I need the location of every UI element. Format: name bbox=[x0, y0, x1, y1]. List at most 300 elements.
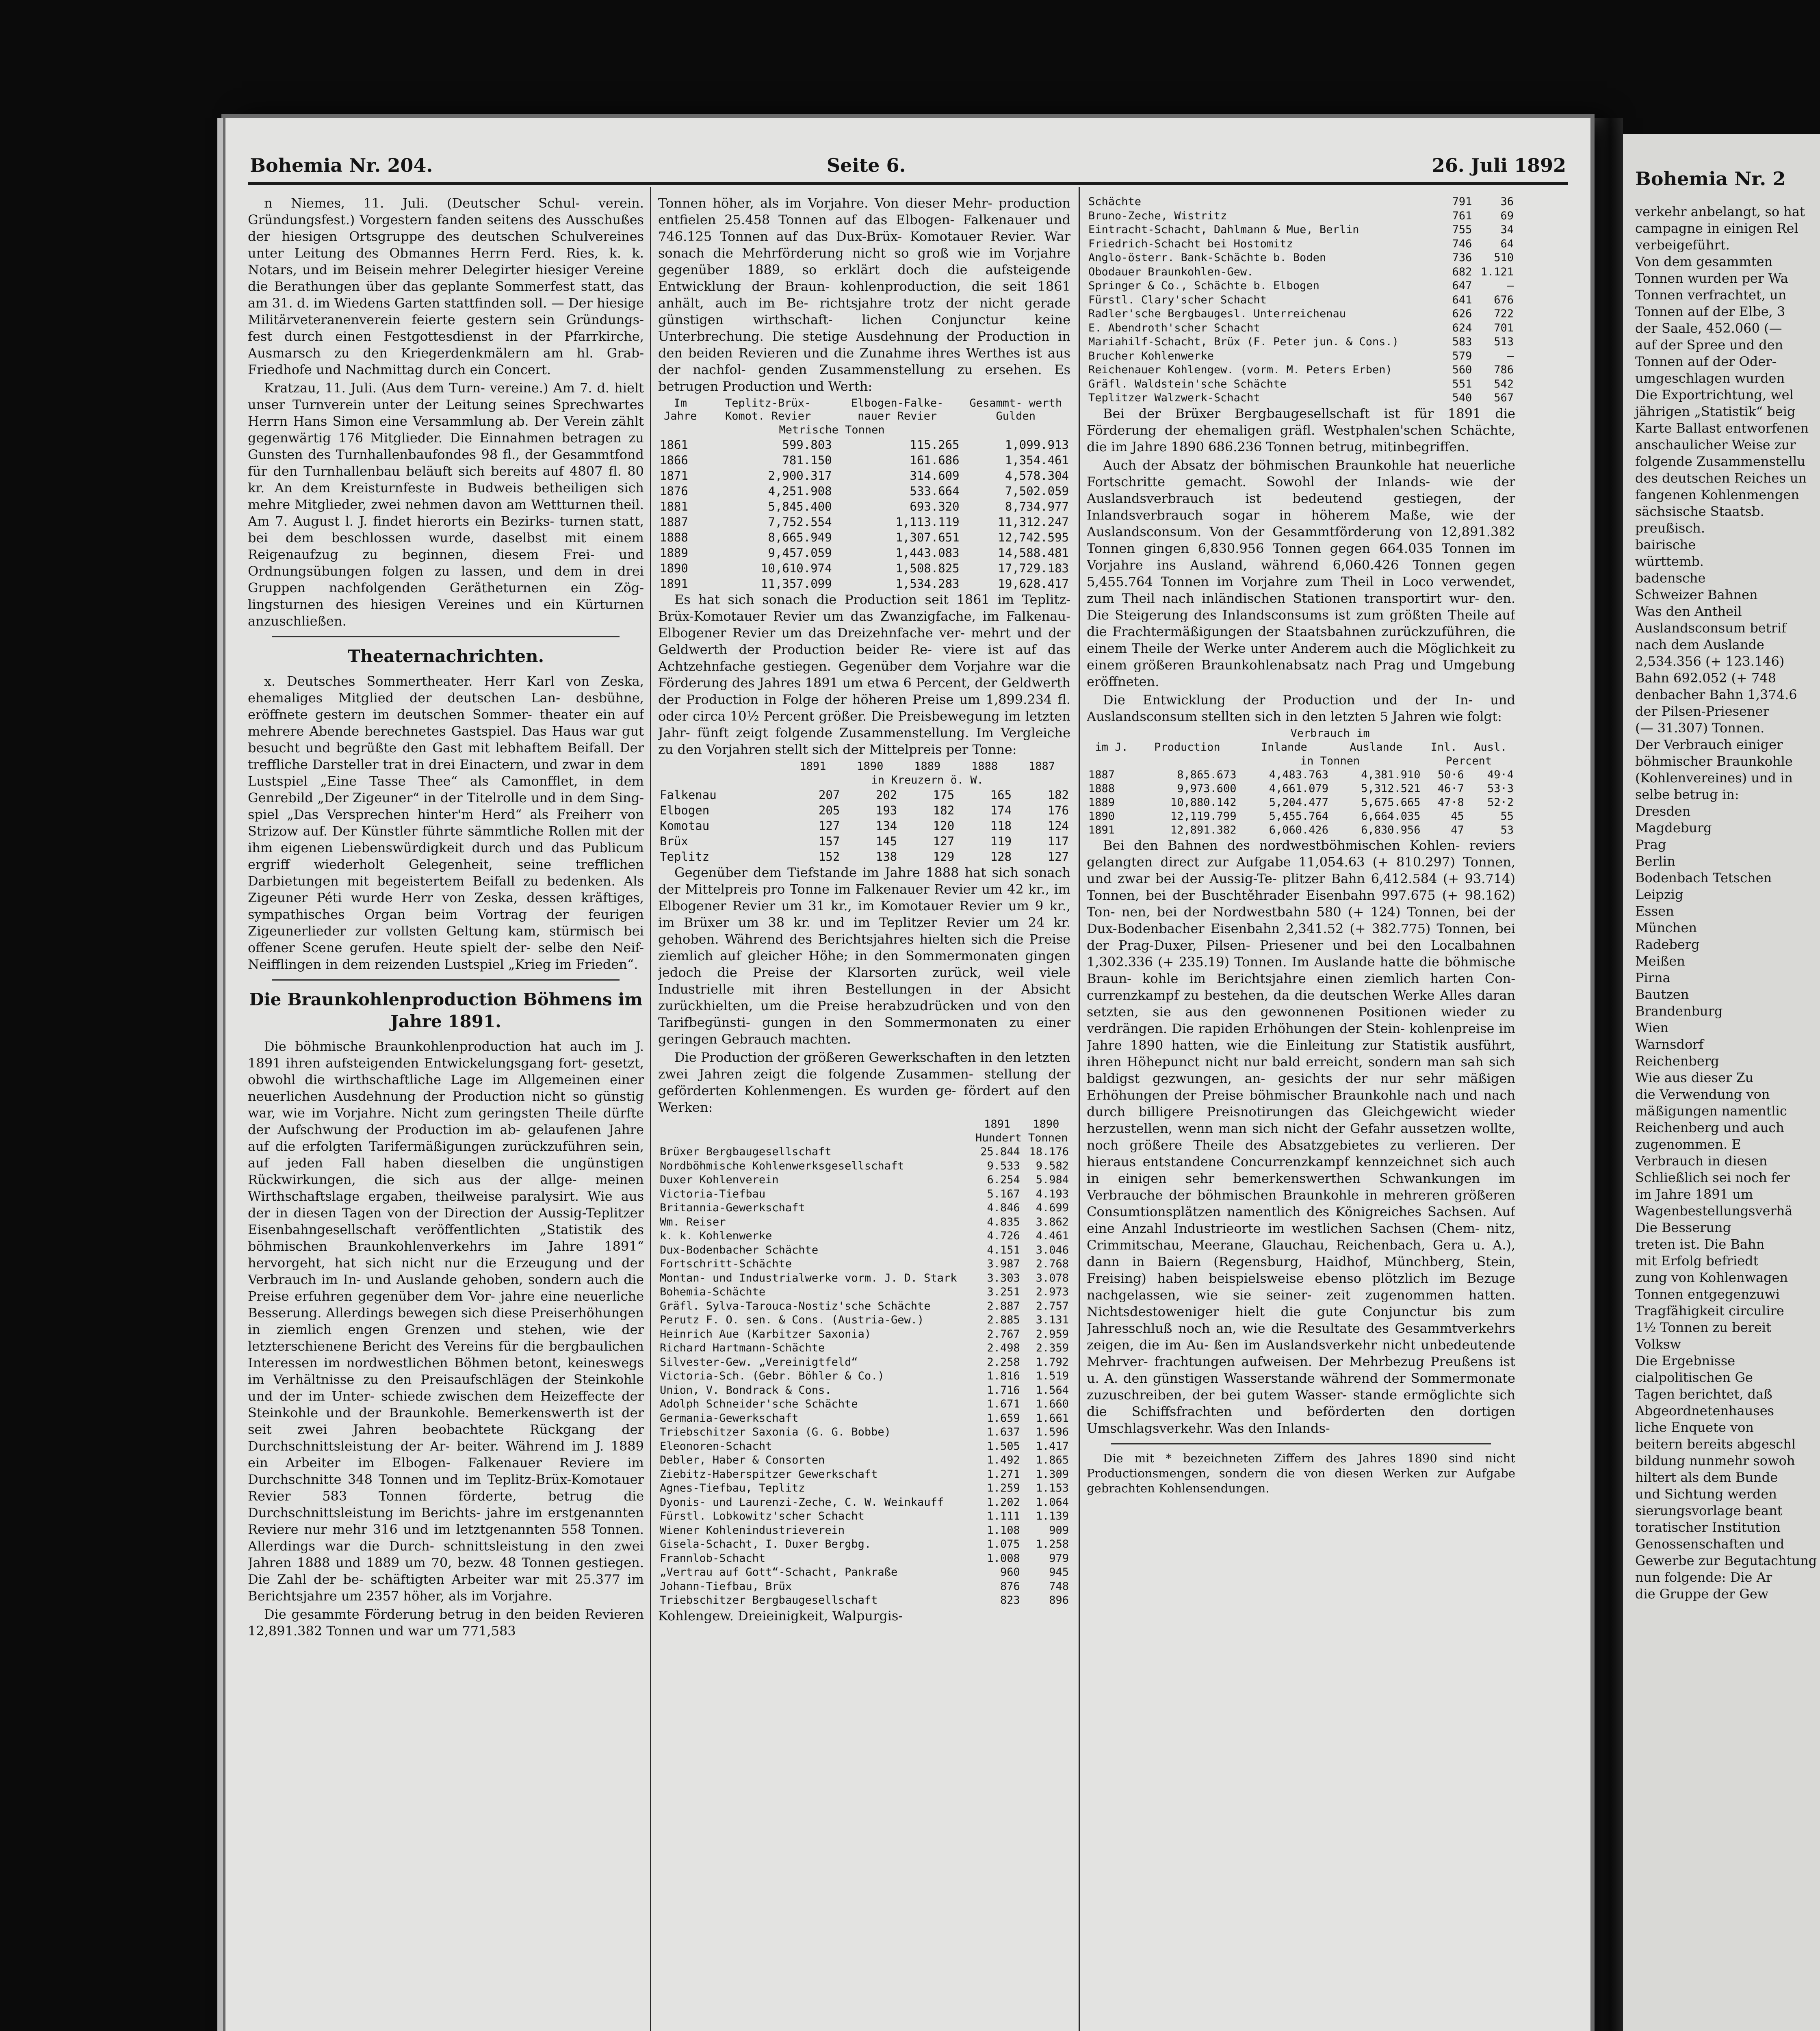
table-cell: 115.265 bbox=[910, 438, 960, 452]
table-row bbox=[1087, 363, 1515, 377]
section-heading-braunkohle: Die Braunkohlenproduction Böhmens im Jahre 1891. bbox=[249, 990, 643, 1031]
price-table bbox=[658, 760, 1070, 864]
section-heading-theater: Theaternachrichten. bbox=[347, 646, 544, 666]
table-cell-label: Ziebitz-Haberspitzer Gewerkschaft bbox=[660, 1468, 878, 1481]
table-cell: 4,483.763 bbox=[1269, 768, 1329, 781]
table-row bbox=[1087, 279, 1515, 293]
table-cell: 1.716 bbox=[987, 1384, 1020, 1397]
table-cell: 823 bbox=[1000, 1594, 1020, 1607]
table-header bbox=[658, 1117, 973, 1131]
table-cell: 693.320 bbox=[910, 500, 960, 513]
text-line: württemb. bbox=[1635, 554, 1704, 569]
table-cell: 542 bbox=[1494, 377, 1514, 390]
table-cell-label: Brucher Kohlenwerke bbox=[1088, 349, 1214, 362]
table-row bbox=[658, 1397, 1070, 1412]
table-cell: 182 bbox=[933, 803, 955, 817]
table-cell: 736 bbox=[1452, 251, 1472, 264]
table-cell: 118 bbox=[990, 819, 1012, 833]
text-line: sierungsvorlage beant bbox=[1635, 1503, 1783, 1518]
table-row bbox=[658, 499, 1070, 514]
table-cell-label: Eleonoren-Schacht bbox=[660, 1440, 772, 1453]
table-row bbox=[658, 514, 1070, 530]
table-cell: 746 bbox=[1452, 237, 1472, 250]
table-cell: 46·7 bbox=[1437, 782, 1464, 795]
table-cell: 2.767 bbox=[987, 1327, 1020, 1340]
table-row bbox=[658, 545, 1070, 561]
text-line: die Gruppe der Gew bbox=[1635, 1586, 1769, 1602]
text-line: Von dem gesammten bbox=[1635, 254, 1773, 269]
table-cell: 1.271 bbox=[987, 1468, 1020, 1481]
text-line: cialpolitischen Ge bbox=[1635, 1370, 1753, 1385]
table-cell: 5.167 bbox=[987, 1187, 1020, 1200]
text-line: zung von Kohlenwagen bbox=[1635, 1270, 1788, 1285]
text-line: toratischer Institution bbox=[1635, 1520, 1781, 1535]
table-cell: 4.151 bbox=[987, 1243, 1020, 1256]
table-cell: 4.461 bbox=[1036, 1230, 1069, 1242]
table-row bbox=[1087, 265, 1515, 279]
table-cell: 540 bbox=[1452, 392, 1472, 404]
table-cell: 4,578.304 bbox=[1005, 469, 1069, 483]
table-cell-label: Triebschitzer Saxonia (G. G. Bobbe) bbox=[660, 1426, 891, 1438]
text-line: bildung nunmehr sowoh bbox=[1635, 1453, 1795, 1468]
table-cell: 1.111 bbox=[987, 1510, 1020, 1522]
article-paragraph: Die gesammte Förderung betrug in den beiden Revieren 12,891.382 Tonnen und war um 771,583 bbox=[248, 1607, 644, 1639]
table-cell: 1.671 bbox=[987, 1398, 1020, 1410]
header-center: Seite 6. bbox=[827, 154, 906, 176]
table-cell: 647 bbox=[1452, 279, 1472, 292]
table-cell: 5,312.521 bbox=[1361, 782, 1421, 795]
text-line: verkehr anbelangt, so hat bbox=[1635, 204, 1805, 219]
text-line: zugenommen. E bbox=[1635, 1137, 1741, 1152]
table-header bbox=[658, 760, 784, 773]
table-cell: 1.637 bbox=[987, 1426, 1020, 1438]
table-cell: 17,729.183 bbox=[998, 561, 1069, 575]
text-line: Tonnen entgegenzuwi bbox=[1635, 1286, 1780, 1302]
table-cell: 1.816 bbox=[987, 1370, 1020, 1382]
text-line: badensche bbox=[1635, 570, 1706, 586]
table-cell: 3.303 bbox=[987, 1271, 1020, 1284]
table-cell: 12,891.382 bbox=[1170, 823, 1237, 836]
table-cell: 510 bbox=[1494, 251, 1514, 264]
table-row bbox=[658, 1173, 1070, 1187]
text-line: Tonnen auf der Elbe, 3 bbox=[1635, 304, 1785, 319]
table-cell: 1.660 bbox=[1036, 1398, 1069, 1410]
table-cell: 4.726 bbox=[987, 1230, 1020, 1242]
footnote: Die mit * bezeichneten Ziffern des Jahres 1890 sind nicht Productionsmengen, sondern die von diesen Werken zur Aufgabe gebrachten Kohlensendungen. bbox=[1087, 1451, 1515, 1495]
table-cell: 1876 bbox=[660, 484, 688, 498]
text-line: Prag bbox=[1635, 837, 1666, 852]
table-row bbox=[658, 1565, 1070, 1580]
header-rule bbox=[248, 182, 1568, 185]
text-line: hiltert als dem Bunde bbox=[1635, 1470, 1778, 1485]
table-cell: 960 bbox=[1000, 1566, 1020, 1578]
table-cell: 533.664 bbox=[910, 484, 960, 498]
text-line: Radeberg bbox=[1635, 937, 1700, 952]
table-cell: 1.139 bbox=[1036, 1510, 1069, 1522]
table-cell: 979 bbox=[1049, 1552, 1069, 1565]
table-subheader: Metrische Tonnen bbox=[779, 424, 885, 436]
table-cell-label: Adolph Schneider'sche Schächte bbox=[660, 1398, 858, 1410]
table-cell: 626 bbox=[1452, 307, 1472, 320]
text-line: Der Verbrauch einiger bbox=[1635, 737, 1783, 752]
table-cell: 1.202 bbox=[987, 1496, 1020, 1509]
table-cell: 7,502.059 bbox=[1005, 484, 1069, 498]
table-row bbox=[1087, 293, 1515, 307]
table-cell: 755 bbox=[1452, 223, 1472, 236]
table-cell: 8,865.673 bbox=[1177, 768, 1237, 781]
table-cell-label: Falkenau bbox=[660, 788, 717, 802]
table-cell-label: Fürstl. Lobkowitz'scher Schacht bbox=[660, 1510, 864, 1522]
table-cell: 1.075 bbox=[987, 1538, 1020, 1550]
header-right: 26. Juli 1892 bbox=[1432, 154, 1566, 176]
table-header: 1890 bbox=[857, 760, 884, 773]
table-row bbox=[1087, 237, 1515, 251]
table-cell: 34 bbox=[1500, 223, 1514, 236]
table-row bbox=[1087, 321, 1515, 336]
table-cell: 2.885 bbox=[987, 1314, 1020, 1326]
table-cell-label: Triebschitzer Bergbaugesellschaft bbox=[660, 1594, 878, 1607]
table-cell: 5.984 bbox=[1036, 1174, 1069, 1186]
table-cell: 1.519 bbox=[1036, 1370, 1069, 1382]
table-cell: 69 bbox=[1500, 209, 1514, 222]
text-line: selbe betrug in: bbox=[1635, 787, 1739, 802]
table-row bbox=[1087, 391, 1515, 405]
table-row bbox=[658, 468, 1070, 483]
table-cell-label: Reichenauer Kohlengew. (vorm. M. Peters Erben) bbox=[1088, 364, 1392, 376]
table-row bbox=[658, 1552, 1070, 1566]
table-cell-label: Komotau bbox=[660, 819, 710, 833]
table-cell: 11,357.099 bbox=[761, 577, 832, 591]
table-cell: 1,354.461 bbox=[1005, 453, 1069, 467]
table-cell: 1888 bbox=[1088, 782, 1115, 795]
table-cell: 1,443.083 bbox=[895, 546, 960, 560]
table-row bbox=[658, 530, 1070, 545]
text-line: umgeschlagen wurden bbox=[1635, 370, 1785, 386]
table-cell: 12,119.799 bbox=[1170, 810, 1237, 823]
table-cell-label: Frannlob-Schacht bbox=[660, 1552, 766, 1565]
article-paragraph: Die Production der größeren Gewerkschaften in den letzten zwei Jahren zeigt die folgende Zusammen- stellung der geförderten Kohlenmengen. Es wurden ge- fördert auf den Werken: bbox=[658, 1050, 1070, 1115]
column-divider bbox=[650, 187, 651, 2031]
column-1 bbox=[248, 195, 644, 2031]
table-subheader: Hundert Tonnen bbox=[975, 1132, 1068, 1144]
article-paragraph: Bei den Bahnen des nordwestböhmischen Kohlen- reviers gelangten direct zur Aufgabe 11,054.63 (+ 810.297) Tonnen, und zwar bei der Aussig-Te- plitzer Bahn 6,412.584 (+ 93.714) Tonnen, bei der Buschtěhrader Eisenbahn 997.675 (+ 98.162) Ton- nen, bei der Nordwestbahn 580 (+ 124) Tonnen, bei der Dux-Bodenbacher Eisenbahn 2,341.52 (+ 382.775) Tonnen, bei der Prag-Duxer, Pilsen- Priesener und bei den Localbahnen 1,302.336 (+ 235.19) Tonnen. Im Auslande hatte die böhmische Braun- kohle im Berichtsjahre einen ziemlich harten Con- currenzkampf zu bestehen, da die deutschen Werke Alles daran setzten, sie aus den gewonnenen Positionen wieder zu verdrängen. Die rapiden Erhöhungen der Stein- kohlenpreise im Jahre 1890 hatten, wie die Einleitung zur Statistik ausführt, ihren Höhepunct nicht nur bald erreicht, sondern man sah sich baldigst gezwungen, an- gesichts der nur sehr mäßigen Erhöhungen der Preise böhmischer Braunkohle nach und nach durch billigere Preisnotirungen das Gleichgewicht wieder herzustellen, wenn man sich nicht der Gefahr aussetzen wollte, noch größere Theile des Absatzgebietes zu verlieren. Der hieraus entstandene Concurrenzkampf kennzeichnet sich auch in einigen sehr bemerkenswerthen Schwankungen im Verbrauche der böhmischen Braunkohle in mehreren größeren Consumtionsplätzen namentlich des Königreiches Sachsen. Auf eine Anzahl Industrieorte im westlichen Sachsen (Chem- nitz, Crimmitschau, Meerane, Glauchau, Reichenbach, Gera u. A.), dann in Baiern (Regensburg, Haidhof, Münchberg, Stein, Freising) haben beispielsweise ebenso plötzlich im Bezuge nachgelassen, wie sie seiner- zeit zugenommen hatten. Nichtsdestoweniger hielt die gute Conjunctur bis zum Jahresschluß noch an, wie die Resultate des Gesammtverkehrs zeigen, die im Au- ßen im Auslandsverkehr nicht unbedeutende Mehrver- frachtungen aufweisen. Der Mehrbezug Preußens ist u. A. den günstigen Wasserstande während der Sommermonate zuzuschreiben, der bei gutem Wasser- stande ermöglichte sich die Schiffsfrachten und beförderten den dortigen Umschlagsverkehr. Was den Inlands- bbox=[1087, 837, 1515, 1436]
text-line: Wien bbox=[1635, 1020, 1669, 1035]
text-line: 1½ Tonnen zu bereit bbox=[1635, 1320, 1771, 1335]
text-line: beitern bereits abgeschl bbox=[1635, 1436, 1796, 1452]
text-line: Die Exportrichtung, wel bbox=[1635, 387, 1794, 403]
table-cell: 1,099.913 bbox=[1005, 438, 1069, 452]
table-cell-label: Anglo-österr. Bank-Schächte b. Boden bbox=[1088, 251, 1326, 264]
table-header: 1891 bbox=[800, 760, 826, 773]
table-row bbox=[658, 1355, 1070, 1370]
text-line: im Jahre 1891 um bbox=[1635, 1187, 1753, 1202]
table-cell: 748 bbox=[1049, 1580, 1069, 1593]
table-cell: 175 bbox=[933, 788, 955, 802]
table-cell: 1866 bbox=[660, 453, 688, 467]
table-cell: 1.505 bbox=[987, 1440, 1020, 1453]
column-3 bbox=[1087, 195, 1515, 2031]
table-cell-label: Agnes-Tiefbau, Teplitz bbox=[660, 1482, 805, 1494]
table-cell: 1.792 bbox=[1036, 1355, 1069, 1368]
table-cell: 1891 bbox=[660, 577, 688, 591]
table-cell: 8,665.949 bbox=[768, 530, 832, 544]
table-row bbox=[658, 1313, 1070, 1327]
table-cell: 9.582 bbox=[1036, 1159, 1069, 1172]
table-cell: 3.987 bbox=[987, 1258, 1020, 1270]
table-cell: 53·3 bbox=[1487, 782, 1514, 795]
table-cell: 4.699 bbox=[1036, 1202, 1069, 1214]
text-line: Reichenberg bbox=[1635, 1053, 1719, 1069]
table-cell-label: Fürstl. Clary'scher Schacht bbox=[1088, 293, 1267, 306]
table-cell: 152 bbox=[818, 850, 840, 864]
table-row bbox=[1087, 810, 1515, 823]
article-paragraph: Es hat sich sonach die Production seit 1861 im Teplitz- Brüx-Komotauer Revier um das Zwanzigfache, im Falkenau-Elbogener Revier um das Dreizehnfache ver- mehrt und der Geldwerth der Production beider Re- viere ist auf das Achtzehnfache gestiegen. Gegenüber dem Vorjahre war die Förderung des Jahres 1891 um etwa 6 Percent, der Geldwerth der Production in Folge der höheren Preise um 1,899.234 fl. oder circa 10½ Percent größer. Die Preisbewegung im letzten Jahr- fünft zeigt folgende Zusammenstellung. Im Vergleiche zu den Vorjahren stellt sich der Mittelpreis per Tonne: bbox=[658, 592, 1070, 757]
table-row bbox=[1087, 195, 1515, 209]
table-cell: 4.846 bbox=[987, 1202, 1020, 1214]
article-niemes: n Niemes, 11. Juli. (Deutscher Schul- verein. Gründungsfest.) Vorgestern fanden seitens des Ausschußes der hiesigen Ortsgruppe des deutschen Schulvereines unter Leitung des Obmannes Herrn Ferd. Ries, k. k. Notars, und im Beisein mehrer Delegirter hiesiger Vereine die Berathungen über das geplante Sommerfest statt, das am 31. d. im Wiedens Garten stattfinden soll. — Der hiesige Militärveteranenverein feierte gestern sein Gründungs- fest durch einen Festgottesdienst in der Pfarrkirche, Ausmarsch zu den Kriegerdenkmälern am hl. Grab- Friedhofe und Nachmittag durch ein Concert. bbox=[248, 195, 644, 377]
article-kratzau: Kratzau, 11. Juli. (Aus dem Turn- vereine.) Am 7. d. hielt unser Turnverein unter der Leitung seines Sprechwartes Herrn Hans Simon eine Versammlung ab. Der Verein zählt gegenwärtig 176 Mitglieder. Die Einnahmen betragen zu Gunsten des Turnhallenbaufondes 98 fl., der Gesammtfond für den Turnhallenbau beläuft sich bereits auf 4807 fl. 80 kr. An dem Kreisturnfeste in Budweis betheiligen sich mehre Mitglieder, zwei nehmen davon am Wettturnen theil. Am 7. August l. J. findet hierorts ein Bezirks- turnen statt, bei dem beschlossen wurde, daselbst mit einem Reigenaufzug zu beginnen, diesem Frei- und Ordnungsübungen folgen zu lassen, und dem in drei Gruppen nachfolgenden Gerätheturnen ein Zög- lingsturnen des hiesigen Vereines und ein Kürturnen anzuschließen. bbox=[248, 380, 644, 629]
table-cell-label: Bruno-Zeche, Wistritz bbox=[1088, 209, 1227, 222]
table-cell: 5,455.764 bbox=[1269, 810, 1329, 823]
text-line: Tragfähigkeit circulire bbox=[1635, 1303, 1784, 1319]
text-line: denbacher Bahn 1,374.6 bbox=[1635, 687, 1797, 702]
table-cell: 117 bbox=[1047, 834, 1069, 848]
table-row bbox=[1087, 782, 1515, 796]
text-line: der Saale, 452.060 (— bbox=[1635, 320, 1782, 336]
table-cell: 1881 bbox=[660, 500, 688, 513]
table-header: 1890 bbox=[1033, 1118, 1060, 1130]
table-header: Elbogen-Falke- nauer Revier bbox=[851, 397, 944, 422]
divider bbox=[1111, 1443, 1491, 1444]
table-cell: 1.008 bbox=[987, 1552, 1020, 1565]
table-cell: 64 bbox=[1500, 237, 1514, 250]
table-cell: 1889 bbox=[1088, 796, 1115, 809]
table-cell: — bbox=[1507, 349, 1514, 362]
text-line: Tonnen auf der Oder- bbox=[1635, 354, 1777, 369]
text-line: Wagenbestellungsverhä bbox=[1635, 1203, 1793, 1219]
table-cell: 10,610.974 bbox=[761, 561, 832, 575]
page-header bbox=[250, 154, 1566, 179]
table-cell: 314.609 bbox=[910, 469, 960, 483]
article-paragraph: Auch der Absatz der böhmischen Braunkohle hat neuerliche Fortschritte gemacht. Sowohl der Inlands- wie der Auslandsverbrauch ist bedeutend gestiegen, der Inlandsverbrauch sogar in höherem Maße, wie der Auslandsconsum. Von der Gesammtförderung von 12,891.382 Tonnen gingen 6,830.956 Tonnen gegen 664.035 Tonnen im Vorjahre ins Ausland, während 6,060.426 Tonnen gegen 5,455.764 Tonnen im Vorjahre zum Theil in Loco verwendet, zum Theil nach inländischen Stationen transportirt wur- den. Die Steigerung des Inlandsconsums ist zum größten Theile auf die Frachtermäßigungen der Staatsbahnen zurückzuführen, die einem Theile der Werke unter Anderem auch die Möglichkeit zu einem größeren Braunkohlenabsatz nach Prag und Umgebung eröffneten. bbox=[1087, 457, 1515, 689]
table-cell: 6.254 bbox=[987, 1174, 1020, 1186]
table-cell: 583 bbox=[1452, 336, 1472, 348]
table-cell: 25.844 bbox=[980, 1145, 1020, 1158]
table-row bbox=[1087, 823, 1515, 837]
table-cell: 47 bbox=[1451, 823, 1464, 836]
table-cell: 9,973.600 bbox=[1177, 782, 1237, 795]
text-line: Tonnen wurden per Wa bbox=[1635, 271, 1788, 286]
table-cell-label: Victoria-Sch. (Gebr. Böhler & Co.) bbox=[660, 1370, 884, 1382]
article-paragraph: Kohlengew. Dreieinigkeit, Walpurgis- bbox=[658, 1608, 903, 1624]
text-line: des deutschen Reiches un bbox=[1635, 470, 1807, 486]
text-line: nach dem Auslande bbox=[1635, 637, 1764, 652]
table-cell: 1861 bbox=[660, 438, 688, 452]
table-cell: 1.596 bbox=[1036, 1426, 1069, 1438]
table-subheader: in Tonnen bbox=[1300, 754, 1360, 767]
text-line: sächsische Staatsb. bbox=[1635, 504, 1764, 519]
table-cell: 1891 bbox=[1088, 823, 1115, 836]
table-cell: 676 bbox=[1494, 293, 1514, 306]
table-cell: 10,880.142 bbox=[1170, 796, 1237, 809]
table-cell-label: Springer & Co., Schächte b. Elbogen bbox=[1088, 279, 1320, 292]
table-cell: 145 bbox=[875, 834, 897, 848]
table-cell: 2.498 bbox=[987, 1342, 1020, 1354]
table-row bbox=[658, 787, 1070, 803]
table-cell-label: E. Abendroth'scher Schacht bbox=[1088, 321, 1260, 334]
table-cell: 781.150 bbox=[782, 453, 832, 467]
table-cell: 1888 bbox=[660, 530, 688, 544]
table-row bbox=[658, 1285, 1070, 1299]
text-line: folgende Zusammenstellu bbox=[1635, 454, 1805, 469]
table-row bbox=[658, 1453, 1070, 1468]
table-cell: 3.251 bbox=[987, 1286, 1020, 1298]
text-line: und Sichtung werden bbox=[1635, 1486, 1777, 1502]
table-row bbox=[1087, 251, 1515, 265]
table-cell: 1887 bbox=[1088, 768, 1115, 781]
works-production-table-cont bbox=[1087, 195, 1515, 405]
text-line: anschaulicher Weise zur bbox=[1635, 437, 1796, 453]
table-cell: 4,251.908 bbox=[768, 484, 832, 498]
text-line: der Pilsen-Priesener bbox=[1635, 704, 1769, 719]
table-cell-label: Eintracht-Schacht, Dahlmann & Mue, Berlin bbox=[1088, 223, 1359, 236]
table-cell: 945 bbox=[1049, 1566, 1069, 1578]
header-left: Bohemia Nr. 204. bbox=[250, 154, 433, 176]
table-cell-label: Brüx bbox=[660, 834, 688, 848]
table-header: 1887 bbox=[1029, 760, 1055, 773]
text-line: München bbox=[1635, 920, 1697, 935]
table-cell: 2.973 bbox=[1036, 1286, 1069, 1298]
text-line: jährigen „Statistik“ beig bbox=[1635, 404, 1796, 419]
table-cell: 120 bbox=[933, 819, 955, 833]
article-braunkohle-intro: Die böhmische Braunkohlenproduction hat auch im J. 1891 ihren aufsteigenden Entwickelungsgang fort- gesetzt, obwohl die wirthschaftliche Lage im Allgemeinen einer neuerlichen Ausdehnung der Production nicht so günstig war, wie im Vorjahre. Nicht zum geringsten Theile dürfte der Aufschwung der Production im ab- gelaufenen Jahre auf die erfolgten Tarifermäßigungen zurückzuführen sein, auf jeden Fall haben dieselben die ungünstigen Rückwirkungen, die sich aus der allge- meinen Wirthschaftslage ergaben, theilweise paralysirt. Wie aus der in diesen Tagen von der Direction der Aussig-Teplitzer Eisenbahngesellschaft veröffentlichten „Statistik des böhmischen Braunkohlenverkehrs im Jahre 1891“ hervorgeht, hat sich nicht nur die Erzeugung und der Verbrauch im In- und Auslande gehoben, sondern auch die Preise erfuhren gegenüber dem Vor- jahre eine neuerliche Besserung. Allerdings bewegen sich diese Preiserhöhungen in ziemlich engen Grenzen und stehen, wie der letzterschienene Bericht des Vereins für die bergbaulichen Interessen im nordwestlichen Böhmen betont, keineswegs im Verhältnisse zu den Preisaufschlägen der Steinkohle und der im Unter- schiede zwischen dem Heizeffecte der Steinkohle und der Braunkohle. Bemerkenswerth ist der seit zwei Jahren beobachtete Rückgang der Durchschnittsleistung der Ar- beiter. Während im J. 1889 ein Arbeiter im Elbogen- Falkenauer Reviere im Durchschnitte 348 Tonnen und im Teplitz-Brüx-Komotauer Revier 583 Tonnen förderte, betrug die Durchschnittsleistung im Berichts- jahre im erstgenannten Reviere nur mehr 316 und im letztgenannten 558 Tonnen. Allerdings war die Durch- schnittsleistung in den zwei Jahren 1888 und 1889 um 70, bezw. 48 Tonnen gestiegen. Die Zahl der be- schäftigten Arbeiter war mit 25.377 im Berichtsjahre um 2357 höher, als im Vorjahre. bbox=[248, 1039, 644, 1604]
table-cell: 1.661 bbox=[1036, 1412, 1069, 1425]
table-cell-label: Fortschritt-Schächte bbox=[660, 1258, 792, 1270]
table-cell: 53 bbox=[1500, 823, 1514, 836]
text-line: Dresden bbox=[1635, 803, 1691, 819]
table-cell: 1,534.283 bbox=[895, 577, 960, 591]
text-line: Bahn 692.052 (+ 748 bbox=[1635, 670, 1777, 686]
table-cell-label: Gräfl. Waldstein'sche Schächte bbox=[1088, 377, 1287, 390]
table-cell: 161.686 bbox=[910, 453, 960, 467]
table-cell-label: Bohemia-Schächte bbox=[660, 1286, 766, 1298]
text-line: Karte Ballast entworfenen bbox=[1635, 420, 1809, 436]
table-cell: 2.757 bbox=[1036, 1299, 1069, 1312]
works-production-table bbox=[658, 1117, 1070, 1608]
text-line: Genossenschaften und bbox=[1635, 1536, 1784, 1552]
table-cell: 1871 bbox=[660, 469, 688, 483]
table-cell: 134 bbox=[875, 819, 897, 833]
text-line: nun folgende: Die Ar bbox=[1635, 1570, 1772, 1585]
table-cell: 1.865 bbox=[1036, 1454, 1069, 1466]
table-cell: 722 bbox=[1494, 307, 1514, 320]
table-subheader: in Kreuzern ö. W. bbox=[871, 774, 984, 786]
table-cell: 896 bbox=[1049, 1594, 1069, 1607]
table-cell: 599.803 bbox=[782, 438, 832, 452]
table-header: Production bbox=[1154, 741, 1220, 754]
table-cell-label: Montan- und Industrialwerke vorm. J. D. Stark bbox=[660, 1271, 957, 1284]
table-header: 1891 bbox=[984, 1118, 1011, 1130]
table-cell-label: Teplitz bbox=[660, 850, 710, 864]
table-cell: 4,661.079 bbox=[1269, 782, 1329, 795]
table-cell: 786 bbox=[1494, 364, 1514, 376]
article-paragraph: Bei der Brüxer Bergbaugesellschaft ist für 1891 die Förderung der ehemaligen gräfl. Westphalen'schen Schächte, die im Jahre 1890 686.236 Tonnen betrug, mitinbegriffen. bbox=[1087, 405, 1515, 455]
table-cell: 3.862 bbox=[1036, 1215, 1069, 1228]
table-cell-label: Gisela-Schacht, I. Duxer Bergbg. bbox=[660, 1538, 871, 1550]
table-row bbox=[658, 561, 1070, 576]
table-row bbox=[658, 1468, 1070, 1482]
text-line: Meißen bbox=[1635, 953, 1685, 969]
table-cell-label: Schächte bbox=[1088, 195, 1142, 208]
table-cell: 5,675.665 bbox=[1361, 796, 1421, 809]
table-row bbox=[658, 437, 1070, 453]
table-header: 1889 bbox=[914, 760, 941, 773]
table-header: Gesammt- werth Gulden bbox=[969, 397, 1062, 422]
table-cell: 1.121 bbox=[1480, 265, 1514, 278]
table-cell: 1,307.651 bbox=[895, 530, 960, 544]
table-cell-label: Radler'sche Bergbaugesl. Unterreichenau bbox=[1088, 307, 1346, 320]
divider bbox=[272, 636, 620, 637]
table-cell: 4,381.910 bbox=[1361, 768, 1421, 781]
table-cell-label: Dux-Bodenbacher Schächte bbox=[660, 1243, 819, 1256]
text-line: Tonnen verfrachtet, un bbox=[1635, 287, 1787, 303]
table-cell: 128 bbox=[990, 850, 1012, 864]
table-row bbox=[658, 483, 1070, 499]
table-cell: 9.533 bbox=[987, 1159, 1020, 1172]
text-line: Essen bbox=[1635, 903, 1674, 919]
table-cell: 127 bbox=[933, 834, 955, 848]
table-row bbox=[658, 1594, 1070, 1608]
table-row bbox=[658, 1159, 1070, 1174]
table-header: Inlande bbox=[1261, 741, 1307, 754]
table-cell-label: Duxer Kohlenverein bbox=[660, 1174, 779, 1186]
table-row bbox=[658, 849, 1070, 864]
table-cell: 165 bbox=[990, 788, 1012, 802]
table-cell: 551 bbox=[1452, 377, 1472, 390]
table-cell-label: Wiener Kohlenindustrieverein bbox=[660, 1524, 845, 1537]
table-cell-label: Nordböhmische Kohlenwerksgesellschaft bbox=[660, 1159, 904, 1172]
table-cell: 8,734.977 bbox=[1005, 500, 1069, 513]
table-cell-label: „Vertrau auf Gott“-Schacht, Pankraße bbox=[660, 1566, 898, 1578]
table-cell: 12,742.595 bbox=[998, 530, 1069, 544]
table-subheader: Percent bbox=[1445, 754, 1492, 767]
table-cell: 1.153 bbox=[1036, 1482, 1069, 1494]
table-cell-label: k. k. Kohlenwerke bbox=[660, 1230, 772, 1242]
divider bbox=[272, 979, 620, 981]
table-cell: — bbox=[1507, 279, 1514, 292]
table-cell: 11,312.247 bbox=[998, 515, 1069, 529]
table-cell: 1,508.825 bbox=[895, 561, 960, 575]
table-cell: 55 bbox=[1500, 810, 1514, 823]
text-line: Abgeordnetenhauses bbox=[1635, 1403, 1774, 1418]
table-row bbox=[658, 818, 1070, 834]
text-line: Verbrauch in diesen bbox=[1635, 1153, 1768, 1169]
table-cell: 4.193 bbox=[1036, 1187, 1069, 1200]
table-cell-label: Teplitzer Walzwerk-Schacht bbox=[1088, 392, 1260, 404]
table-cell: 1889 bbox=[660, 546, 688, 560]
table-header: 1888 bbox=[971, 760, 998, 773]
table-cell: 129 bbox=[933, 850, 955, 864]
table-cell: 205 bbox=[818, 803, 840, 817]
table-row bbox=[1087, 335, 1515, 349]
text-line: mäßigungen namentlic bbox=[1635, 1103, 1787, 1119]
table-cell: 9,457.059 bbox=[768, 546, 832, 560]
table-row bbox=[658, 1145, 1070, 1159]
text-line: Reichenberg und auch bbox=[1635, 1120, 1784, 1135]
table-cell: 1.417 bbox=[1036, 1440, 1069, 1453]
table-cell: 1.259 bbox=[987, 1482, 1020, 1494]
table-cell-label: Johann-Tiefbau, Brüx bbox=[660, 1580, 792, 1593]
